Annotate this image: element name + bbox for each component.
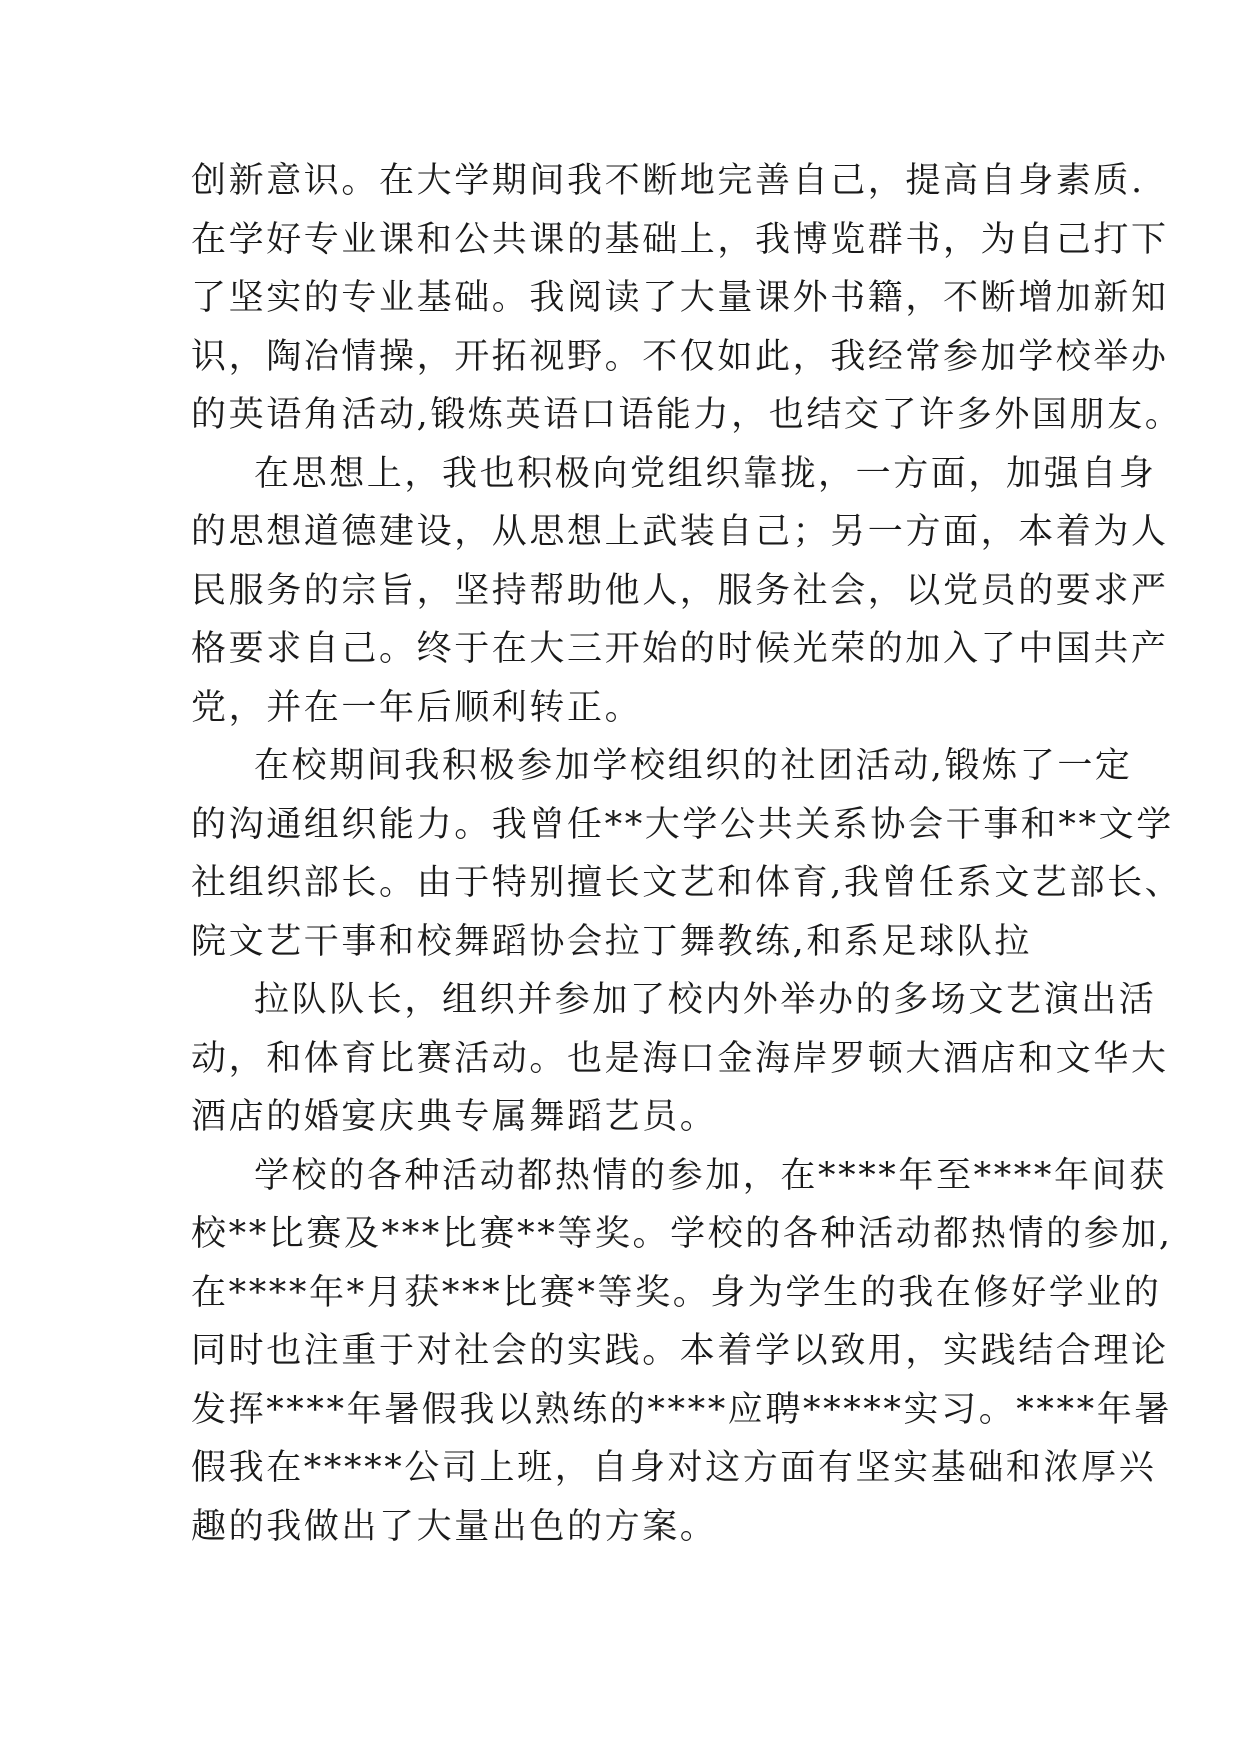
text-line: 民服务的宗旨，坚持帮助他人，服务社会，以党员的要求严 bbox=[191, 570, 1169, 611]
text-line: 格要求自己。终于在大三开始的时候光荣的加入了中国共产 bbox=[191, 629, 1169, 669]
text-line: 识，陶冶情操，开拓视野。不仅如此，我经常参加学校举办 bbox=[191, 336, 1169, 377]
text-line: 院文艺干事和校舞蹈协会拉丁舞教练,和系足球队拉 bbox=[191, 921, 1032, 962]
text-line: 在****年*月获***比赛*等奖。身为学生的我在修好学业的 bbox=[191, 1272, 1162, 1313]
text-line: 党，并在一年后顺利转正。 bbox=[191, 687, 643, 728]
text-line: 发挥****年暑假我以熟练的****应聘*****实习。****年暑 bbox=[191, 1389, 1172, 1430]
text-line: 校**比赛及***比赛**等奖。学校的各种活动都热情的参加, bbox=[191, 1214, 1173, 1254]
text-line: 假我在*****公司上班，自身对这方面有坚实基础和浓厚兴 bbox=[191, 1448, 1157, 1488]
paragraph-first-line: 拉队队长，组织并参加了校内外举办的多场文艺演出活 bbox=[254, 980, 1157, 1020]
paragraph-first-line: 在校期间我积极参加学校组织的社团活动,锻炼了一定 bbox=[254, 746, 1133, 786]
text-line: 创新意识。在大学期间我不断地完善自己，提高自身素质. bbox=[191, 161, 1145, 201]
text-line: 的沟通组织能力。我曾任**大学公共关系协会干事和**文学 bbox=[191, 804, 1174, 845]
text-line: 的英语角活动,锻炼英语口语能力，也结交了许多外国朋友。 bbox=[191, 395, 1183, 435]
document-body bbox=[191, 152, 1183, 1556]
text-line: 了坚实的专业基础。我阅读了大量课外书籍，不断增加新知 bbox=[191, 278, 1169, 318]
text-line: 趣的我做出了大量出色的方案。 bbox=[191, 1506, 718, 1547]
text-line: 的思想道德建设，从思想上武装自己；另一方面，本着为人 bbox=[191, 512, 1169, 552]
text-line: 动，和体育比赛活动。也是海口金海岸罗顿大酒店和文华大 bbox=[191, 1038, 1169, 1079]
text-line: 社组织部长。由于特别擅长文艺和体育,我曾任系文艺部长、 bbox=[191, 863, 1183, 903]
text-line: 在学好专业课和公共课的基础上，我博览群书，为自己打下 bbox=[191, 219, 1169, 260]
text-line: 酒店的婚宴庆典专属舞蹈艺员。 bbox=[191, 1097, 718, 1137]
paragraph-first-line: 在思想上，我也积极向党组织靠拢，一方面，加强自身 bbox=[254, 453, 1157, 494]
paragraph-first-line: 学校的各种活动都热情的参加，在****年至****年间获 bbox=[254, 1155, 1167, 1196]
text-line: 同时也注重于对社会的实践。本着学以致用，实践结合理论 bbox=[191, 1331, 1169, 1371]
